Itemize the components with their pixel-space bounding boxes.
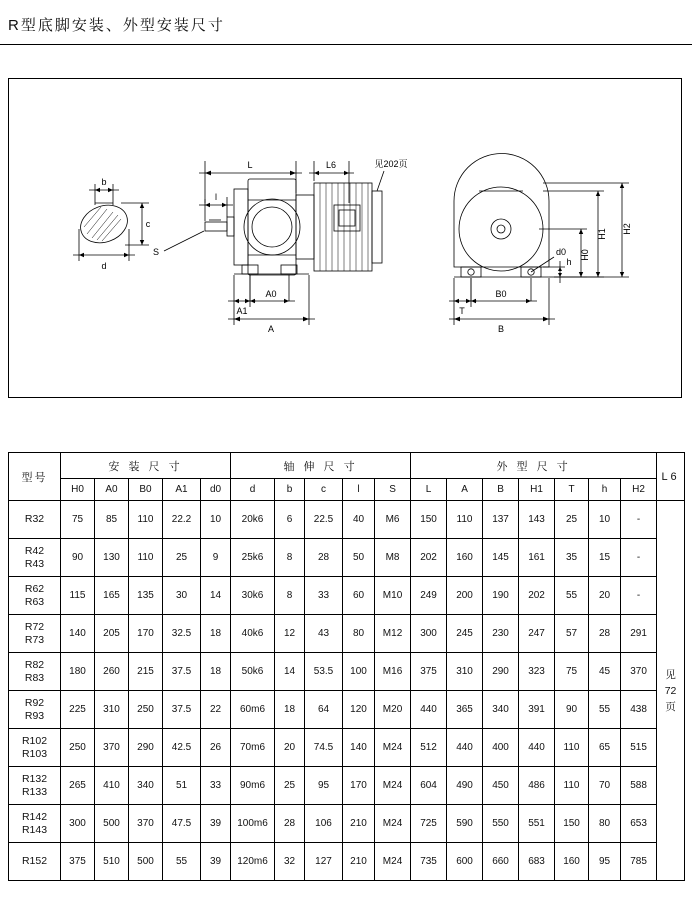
cell-L: 604 — [411, 767, 447, 805]
svg-text:b: b — [101, 177, 107, 187]
model-name: R102 — [21, 734, 48, 747]
cell-A: 590 — [447, 805, 483, 843]
cell-T: 55 — [555, 577, 589, 615]
cell-s: M10 — [375, 577, 411, 615]
cell-d0: 18 — [201, 653, 231, 691]
cell-h: 10 — [589, 501, 621, 539]
cell-s: M12 — [375, 615, 411, 653]
cell-H2: 785 — [621, 843, 657, 881]
cell-a0: 370 — [95, 729, 129, 767]
cell-b0: 290 — [129, 729, 163, 767]
svg-text:H0: H0 — [580, 249, 590, 261]
cell-a0: 165 — [95, 577, 129, 615]
cell-d0: 33 — [201, 767, 231, 805]
cell-T: 75 — [555, 653, 589, 691]
cell-l6-note — [657, 501, 685, 881]
cell-A: 365 — [447, 691, 483, 729]
table-row — [9, 729, 685, 767]
cell-B: 145 — [483, 539, 519, 577]
cell-h0: 250 — [61, 729, 95, 767]
cell-c: 33 — [305, 577, 343, 615]
cell-h: 28 — [589, 615, 621, 653]
cell-a1: 42.5 — [163, 729, 201, 767]
model-name-alt: R143 — [21, 823, 48, 836]
table-body — [9, 501, 685, 881]
subheader-h: h — [589, 479, 621, 501]
cell-H2: 653 — [621, 805, 657, 843]
cell-s: M20 — [375, 691, 411, 729]
cell-A: 245 — [447, 615, 483, 653]
cell-c: 43 — [305, 615, 343, 653]
table-row — [9, 615, 685, 653]
cell-c: 106 — [305, 805, 343, 843]
cell-h0: 375 — [61, 843, 95, 881]
svg-text:A1: A1 — [236, 306, 248, 316]
cell-c: 53.5 — [305, 653, 343, 691]
cell-T: 90 — [555, 691, 589, 729]
subheader-d: d — [231, 479, 275, 501]
cell-a0: 310 — [95, 691, 129, 729]
cell-l: 100 — [343, 653, 375, 691]
svg-text:T: T — [459, 306, 465, 316]
cell-h: 80 — [589, 805, 621, 843]
subheader-B: B — [483, 479, 519, 501]
cell-b: 12 — [275, 615, 305, 653]
model-cell — [9, 577, 61, 615]
subheader-l-small: l — [343, 479, 375, 501]
cell-b: 28 — [275, 805, 305, 843]
cell-H1: 486 — [519, 767, 555, 805]
cell-B: 340 — [483, 691, 519, 729]
cell-L: 440 — [411, 691, 447, 729]
cell-A: 600 — [447, 843, 483, 881]
cell-d: 40k6 — [231, 615, 275, 653]
model-name: R82 — [24, 658, 45, 671]
model-cell — [9, 501, 61, 539]
cell-h0: 115 — [61, 577, 95, 615]
cell-a1: 55 — [163, 843, 201, 881]
cell-d: 100m6 — [231, 805, 275, 843]
header-mounting-dims: 安 装 尺 寸 — [61, 453, 231, 479]
cell-B: 230 — [483, 615, 519, 653]
page-title: R型底脚安装、外型安装尺寸 — [8, 17, 225, 34]
cell-H2: - — [621, 577, 657, 615]
cell-A: 110 — [447, 501, 483, 539]
cell-h0: 90 — [61, 539, 95, 577]
model-name: R152 — [21, 855, 48, 867]
model-name: R142 — [21, 810, 48, 823]
cell-l: 40 — [343, 501, 375, 539]
cell-b0: 170 — [129, 615, 163, 653]
cell-B: 550 — [483, 805, 519, 843]
cell-H1: 202 — [519, 577, 555, 615]
cell-H1: 247 — [519, 615, 555, 653]
l6-note-line-2: 72 — [664, 684, 677, 697]
cell-H1: 551 — [519, 805, 555, 843]
model-name: R72 — [24, 620, 45, 633]
header-l6: L6 — [657, 453, 685, 501]
model-cell — [9, 805, 61, 843]
cell-L: 375 — [411, 653, 447, 691]
svg-text:d: d — [101, 261, 107, 271]
cell-d0: 10 — [201, 501, 231, 539]
cell-l: 50 — [343, 539, 375, 577]
cell-T: 160 — [555, 843, 589, 881]
cell-d0: 14 — [201, 577, 231, 615]
header-model: 型号 — [9, 453, 61, 501]
cell-L: 735 — [411, 843, 447, 881]
cell-h0: 140 — [61, 615, 95, 653]
cell-L: 202 — [411, 539, 447, 577]
subheader-A: A — [447, 479, 483, 501]
subheader-s: S — [375, 479, 411, 501]
cell-T: 57 — [555, 615, 589, 653]
cell-T: 35 — [555, 539, 589, 577]
table-sub-header-row — [9, 479, 685, 501]
cell-H1: 391 — [519, 691, 555, 729]
model-cell — [9, 767, 61, 805]
cell-b0: 110 — [129, 539, 163, 577]
table-row — [9, 843, 685, 881]
model-cell — [9, 615, 61, 653]
cell-c: 64 — [305, 691, 343, 729]
title-divider — [0, 44, 692, 45]
model-name: R62 — [24, 582, 45, 595]
cell-H2: 588 — [621, 767, 657, 805]
model-cell — [9, 729, 61, 767]
table-row — [9, 767, 685, 805]
table-row — [9, 501, 685, 539]
model-name-alt: R83 — [24, 671, 45, 684]
model-cell — [9, 691, 61, 729]
cell-a0: 130 — [95, 539, 129, 577]
l6-note-line-1: 见 — [665, 668, 676, 681]
svg-text:S: S — [152, 247, 160, 257]
cell-T: 150 — [555, 805, 589, 843]
cell-d: 25k6 — [231, 539, 275, 577]
svg-text:c: c — [145, 219, 151, 229]
table-row — [9, 577, 685, 615]
cell-B: 450 — [483, 767, 519, 805]
cell-h: 70 — [589, 767, 621, 805]
cell-b0: 500 — [129, 843, 163, 881]
header-outline-dims: 外 型 尺 寸 — [411, 453, 657, 479]
cell-b0: 370 — [129, 805, 163, 843]
cell-d: 90m6 — [231, 767, 275, 805]
cell-b: 32 — [275, 843, 305, 881]
model-name-alt: R103 — [21, 747, 48, 760]
table-row — [9, 539, 685, 577]
cell-s: M16 — [375, 653, 411, 691]
cell-h: 20 — [589, 577, 621, 615]
cell-H2: - — [621, 501, 657, 539]
cell-c: 74.5 — [305, 729, 343, 767]
cell-T: 110 — [555, 729, 589, 767]
cell-H2: 370 — [621, 653, 657, 691]
cell-b: 8 — [275, 539, 305, 577]
subheader-h0: H0 — [61, 479, 95, 501]
figure-container — [8, 78, 682, 398]
subheader-a0: A0 — [95, 479, 129, 501]
cell-a0: 410 — [95, 767, 129, 805]
svg-text:H1: H1 — [597, 228, 607, 240]
cell-L: 725 — [411, 805, 447, 843]
cell-B: 660 — [483, 843, 519, 881]
cell-c: 28 — [305, 539, 343, 577]
model-cell — [9, 843, 61, 881]
cell-h: 55 — [589, 691, 621, 729]
cell-a1: 47.5 — [163, 805, 201, 843]
cell-h: 15 — [589, 539, 621, 577]
cell-b0: 135 — [129, 577, 163, 615]
cell-L: 300 — [411, 615, 447, 653]
subheader-a1: A1 — [163, 479, 201, 501]
cell-d: 50k6 — [231, 653, 275, 691]
cell-a0: 260 — [95, 653, 129, 691]
cell-b: 25 — [275, 767, 305, 805]
subheader-T: T — [555, 479, 589, 501]
cell-A: 490 — [447, 767, 483, 805]
cell-d0: 26 — [201, 729, 231, 767]
cell-d0: 39 — [201, 805, 231, 843]
cell-h0: 265 — [61, 767, 95, 805]
cell-A: 160 — [447, 539, 483, 577]
cell-b0: 110 — [129, 501, 163, 539]
cell-b: 20 — [275, 729, 305, 767]
model-name: R92 — [24, 696, 45, 709]
cell-b: 8 — [275, 577, 305, 615]
cell-a1: 37.5 — [163, 653, 201, 691]
cell-d: 60m6 — [231, 691, 275, 729]
model-name-alt: R43 — [24, 557, 45, 570]
cell-h: 45 — [589, 653, 621, 691]
cell-b: 18 — [275, 691, 305, 729]
model-name-alt: R63 — [24, 595, 45, 608]
header-shaft-dims: 轴 伸 尺 寸 — [231, 453, 411, 479]
table-row — [9, 691, 685, 729]
model-name: R42 — [24, 544, 45, 557]
cell-b: 14 — [275, 653, 305, 691]
table-group-header-row — [9, 453, 685, 479]
cell-h: 65 — [589, 729, 621, 767]
cell-B: 290 — [483, 653, 519, 691]
cell-A: 310 — [447, 653, 483, 691]
cell-d0: 18 — [201, 615, 231, 653]
cell-T: 25 — [555, 501, 589, 539]
cell-B: 400 — [483, 729, 519, 767]
cell-d: 120m6 — [231, 843, 275, 881]
subheader-H1: H1 — [519, 479, 555, 501]
subheader-b: b — [275, 479, 305, 501]
cell-b0: 215 — [129, 653, 163, 691]
cell-a0: 205 — [95, 615, 129, 653]
cell-L: 150 — [411, 501, 447, 539]
cell-H2: - — [621, 539, 657, 577]
cell-T: 110 — [555, 767, 589, 805]
cell-l: 80 — [343, 615, 375, 653]
cell-c: 22.5 — [305, 501, 343, 539]
cell-c: 95 — [305, 767, 343, 805]
subheader-c: c — [305, 479, 343, 501]
cell-L: 249 — [411, 577, 447, 615]
cell-a0: 500 — [95, 805, 129, 843]
model-name: R32 — [24, 513, 45, 525]
spec-table-container — [8, 452, 684, 881]
cell-b: 6 — [275, 501, 305, 539]
cell-H1: 143 — [519, 501, 555, 539]
svg-text:B: B — [497, 324, 505, 334]
subheader-H2: H2 — [621, 479, 657, 501]
cell-h0: 225 — [61, 691, 95, 729]
cell-l: 140 — [343, 729, 375, 767]
cell-a0: 85 — [95, 501, 129, 539]
svg-text:B0: B0 — [495, 289, 507, 299]
cell-l: 120 — [343, 691, 375, 729]
subheader-b0: B0 — [129, 479, 163, 501]
cell-a1: 22.2 — [163, 501, 201, 539]
svg-text:见202页: 见202页 — [374, 159, 408, 169]
cell-s: M24 — [375, 843, 411, 881]
svg-text:l: l — [215, 192, 217, 202]
svg-text:H2: H2 — [622, 223, 632, 235]
subheader-d0: d0 — [201, 479, 231, 501]
cell-b0: 340 — [129, 767, 163, 805]
cell-a1: 51 — [163, 767, 201, 805]
cell-L: 512 — [411, 729, 447, 767]
cell-h0: 75 — [61, 501, 95, 539]
cell-A: 440 — [447, 729, 483, 767]
cell-a1: 37.5 — [163, 691, 201, 729]
model-name: R132 — [21, 772, 48, 785]
cell-s: M24 — [375, 805, 411, 843]
model-name-alt: R93 — [24, 709, 45, 722]
cell-c: 127 — [305, 843, 343, 881]
dimension-drawing — [9, 79, 681, 397]
cell-l: 60 — [343, 577, 375, 615]
cell-H1: 440 — [519, 729, 555, 767]
cell-B: 190 — [483, 577, 519, 615]
svg-text:A: A — [267, 324, 275, 334]
table-row — [9, 653, 685, 691]
table-row — [9, 805, 685, 843]
cell-h0: 300 — [61, 805, 95, 843]
model-cell — [9, 653, 61, 691]
model-cell — [9, 539, 61, 577]
svg-text:A0: A0 — [265, 289, 277, 299]
cell-H2: 515 — [621, 729, 657, 767]
cell-d0: 22 — [201, 691, 231, 729]
svg-text:L6: L6 — [325, 160, 337, 170]
model-name-alt: R133 — [21, 785, 48, 798]
cell-s: M24 — [375, 729, 411, 767]
svg-text:L: L — [247, 160, 253, 170]
spec-table — [8, 452, 685, 881]
cell-d: 70m6 — [231, 729, 275, 767]
cell-H2: 291 — [621, 615, 657, 653]
cell-b0: 250 — [129, 691, 163, 729]
cell-h: 95 — [589, 843, 621, 881]
cell-B: 137 — [483, 501, 519, 539]
svg-text:d0: d0 — [555, 247, 567, 257]
cell-l: 210 — [343, 805, 375, 843]
l6-note-line-3: 页 — [665, 700, 676, 713]
cell-a0: 510 — [95, 843, 129, 881]
cell-H2: 438 — [621, 691, 657, 729]
cell-s: M6 — [375, 501, 411, 539]
cell-d: 20k6 — [231, 501, 275, 539]
cell-l: 210 — [343, 843, 375, 881]
subheader-L: L — [411, 479, 447, 501]
cell-a1: 30 — [163, 577, 201, 615]
cell-s: M24 — [375, 767, 411, 805]
cell-a1: 25 — [163, 539, 201, 577]
cell-a1: 32.5 — [163, 615, 201, 653]
cell-A: 200 — [447, 577, 483, 615]
cell-d: 30k6 — [231, 577, 275, 615]
cell-H1: 161 — [519, 539, 555, 577]
cell-d0: 39 — [201, 843, 231, 881]
cell-H1: 323 — [519, 653, 555, 691]
model-name-alt: R73 — [24, 633, 45, 646]
cell-H1: 683 — [519, 843, 555, 881]
cell-s: M8 — [375, 539, 411, 577]
svg-text:h: h — [566, 257, 572, 267]
cell-l: 170 — [343, 767, 375, 805]
cell-d0: 9 — [201, 539, 231, 577]
cell-h0: 180 — [61, 653, 95, 691]
